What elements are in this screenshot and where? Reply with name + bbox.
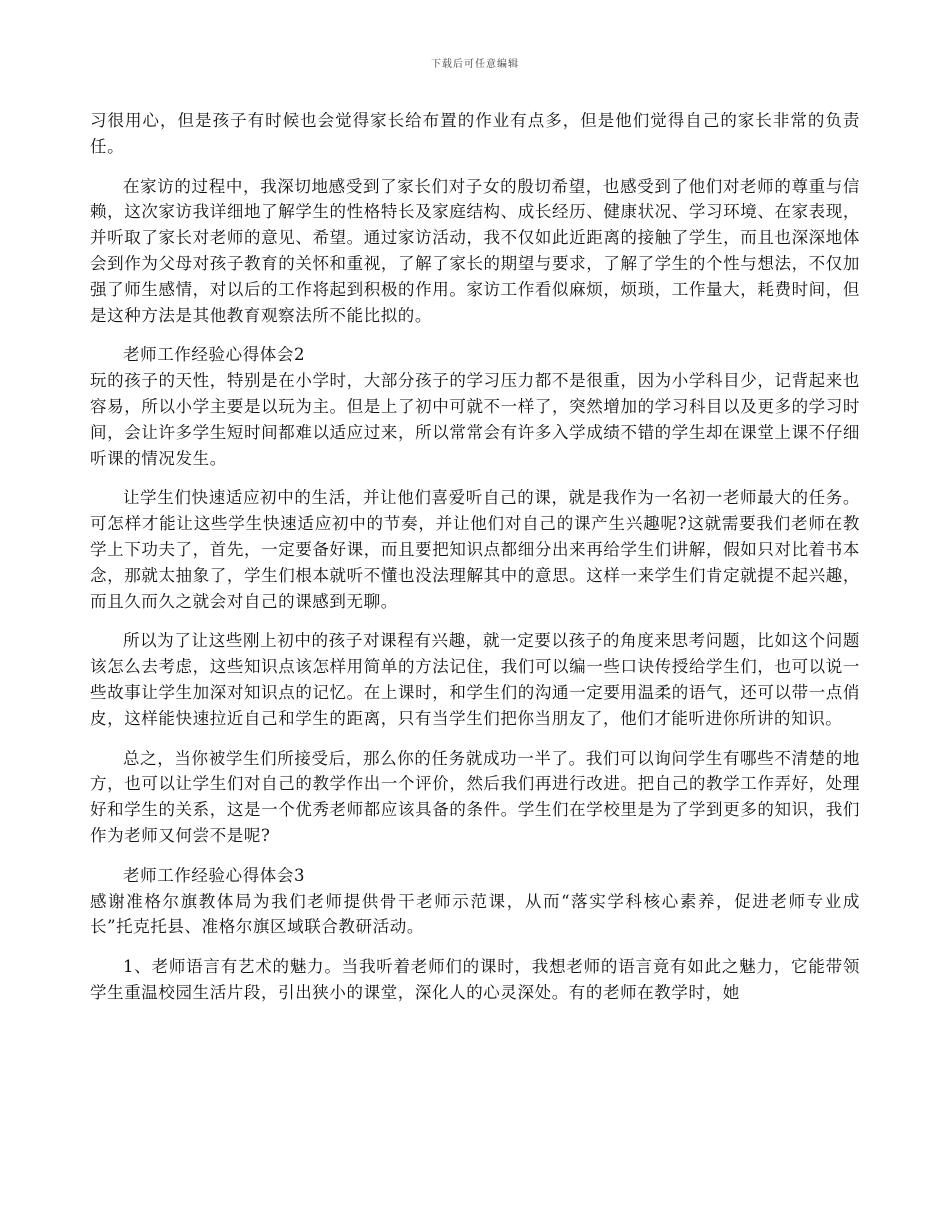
paragraph-8: 1、老师语言有艺术的魅力。当我听着老师们的课时，我想老师的语言竟有如此之魅力，它能带领学生重温校园生活片段，引出狭小的课堂，深化人的心灵深处。有的老师在教学时，她 [90,957,860,1002]
section-heading-3: 老师工作经验心得体会3 [123,865,306,885]
page-header: 下载后可任意编辑 [431,59,519,70]
paragraph-3: 玩的孩子的天性，特别是在小学时，大部分孩子的学习压力都不是很重，因为小学科目少，记背起来也容易，所以小学主要是以玩为主。但是上了初中可就不一样了，突然增加的学习科目以及更多的学习时间，会让许多学生短时间都难以适应过来，所以常常会有许多入学成绩不错的学生却在课堂上课不仔细听课的情况发生。 [90,371,860,468]
paragraph-5: 所以为了让这些刚上初中的孩子对课程有兴趣，就一定要以孩子的角度来思考问题，比如这个问题该怎么去考虑，这些知识点该怎样用简单的方法记住，我们可以编一些口诀传授给学生们，也可以说一些故事让学生加深对知识点的记忆。在上课时，和学生们的沟通一定要用温柔的语气，还可以带一点俏皮，这样能快速拉近自己和学生的距离，只有当学生们把你当朋友了，他们才能听进你所讲的知识。 [90,631,860,728]
paragraph-7: 感谢准格尔旗教体局为我们老师提供骨干老师示范课，从而“落实学科核心素养，促进老师专业成长”托克托县、准格尔旗区域联合教研活动。 [90,891,860,937]
paragraph-4: 让学生们快速适应初中的生活，并让他们喜爱听自己的课，就是我作为一名初一老师最大的任务。可怎样才能让这些学生快速适应初中的节奏，并让他们对自己的课产生兴趣呢?这就需要我们老师在教学上下功夫了，首先，一定要备好课，而且要把知识点都细分出来再给学生们讲解，假如只对比着书本念，那就太抽象了，学生们根本就听不懂也没法理解其中的意思。这样一来学生们肯定就提不起兴趣，而且久而久之就会对自己的课感到无聊。 [90,488,860,611]
paragraph-6: 总之，当你被学生们所接受后，那么你的任务就成功一半了。我们可以询问学生有哪些不清楚的地方，也可以让学生们对自己的教学作出一个评价，然后我们再进行改进。把自己的教学工作弄好，处理好和学生的关系，这是一个优秀老师都应该具备的条件。学生们在学校里是为了学到更多的知识，我们作为老师又何尝不是呢? [90,748,860,845]
paragraph-2: 在家访的过程中，我深切地感受到了家长们对子女的殷切希望，也感受到了他们对老师的尊重与信赖，这次家访我详细地了解学生的性格特长及家庭结构、成长经历、健康状况、学习环境、在家表现，并听取了家长对老师的意见、希望。通过家访活动，我不仅如此近距离的接触了学生，而且也深深地体会到作为父母对孩子教育的关怀和重视，了解了家长的期望与要求，了解了学生的个性与想法，不仅加强了师生感情，对以后的工作将起到积极的作用。家访工作看似麻烦，烦琐，工作量大，耗费时间，但是这种方法是其他教育观察法所不能比拟的。 [90,176,860,325]
section-heading-2: 老师工作经验心得体会2 [123,345,306,365]
paragraph-1: 习很用心，但是孩子有时候也会觉得家长给布置的作业有点多，但是他们觉得自己的家长非常的负责任。 [90,111,860,156]
document-body [90,108,860,1020]
